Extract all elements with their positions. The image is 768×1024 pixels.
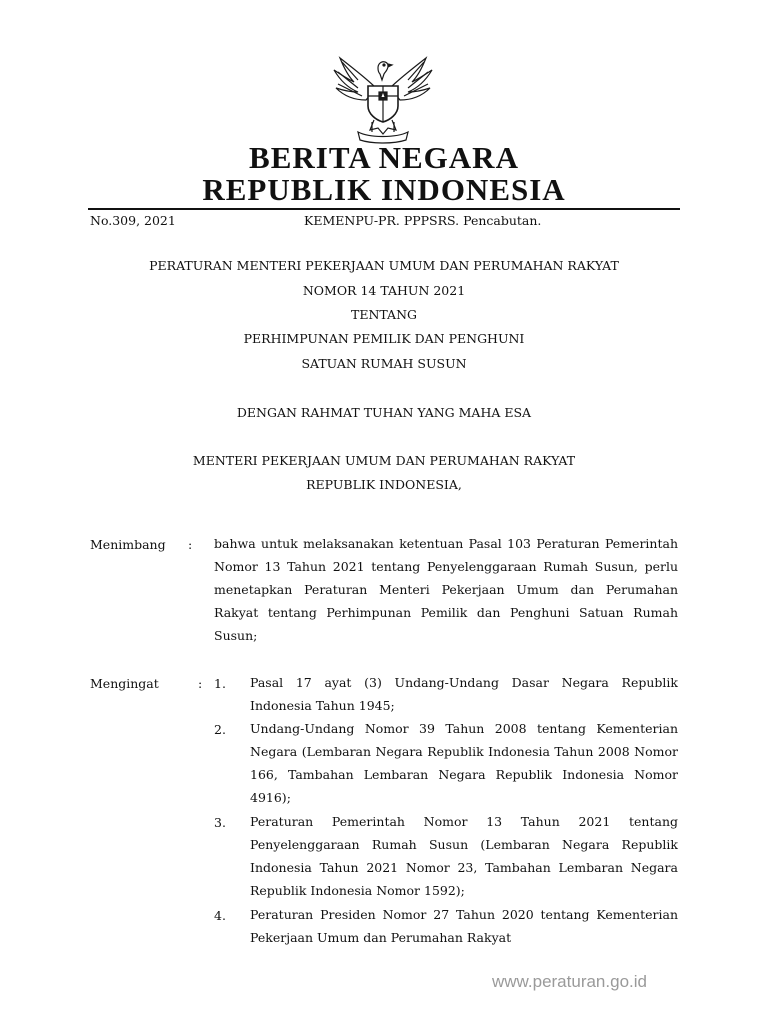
garuda-emblem-icon bbox=[328, 50, 438, 144]
list-item: Peraturan Presiden Nomor 27 Tahun 2020 tentang Kementerian Pekerjaan Umum dan Perumahan Rakyat bbox=[250, 907, 678, 945]
minister-line1: MENTERI PEKERJAAN UMUM DAN PERUMAHAN RAKYAT bbox=[192, 453, 576, 468]
invocation: DENGAN RAHMAT TUHAN YANG MAHA ESA bbox=[236, 405, 532, 420]
list-item: Peraturan Pemerintah Nomor 13 Tahun 2021 tentang Penyelenggaraan Rumah Susun (Lembaran Negara Republik Indonesia Tahun 2021 Nomor 23, Tambahan Lembaran Negara Republik Indonesia Nomor 1592); bbox=[250, 814, 678, 898]
header-divider bbox=[88, 208, 680, 210]
menimbang-text: bahwa untuk melaksanakan ketentuan Pasal 103 Peraturan Pemerintah Nomor 13 Tahun 2021 tentang Penyelenggaraan Rumah Susun, perlu menetapkan Peraturan Menteri Pekerjaan Umum dan Perumahan Rakyat tentang Perhimpunan Pemilik dan Penghuni Satuan Rumah Susun; bbox=[214, 536, 678, 643]
mengingat-colon: : bbox=[198, 676, 203, 691]
menimbang-colon: : bbox=[188, 537, 193, 552]
list-item: Pasal 17 ayat (3) Undang-Undang Dasar Negara Republik Indonesia Tahun 1945; bbox=[250, 675, 678, 713]
list-item: Undang-Undang Nomor 39 Tahun 2008 tentang Kementerian Negara (Lembaran Negara Republik Indonesia Tahun 2008 Nomor 166, Tambahan Lembaran Negara Republik Indonesia Nomor 4916); bbox=[250, 721, 678, 805]
gazette-number: No.309, 2021 bbox=[90, 213, 176, 228]
gazette-title-line1: BERITA NEGARA bbox=[249, 140, 519, 175]
regulation-subject-line2: SATUAN RUMAH SUSUN bbox=[301, 356, 467, 371]
menimbang-label: Menimbang bbox=[90, 537, 166, 552]
minister-line2: REPUBLIK INDONESIA, bbox=[306, 477, 462, 492]
mengingat-label: Mengingat bbox=[90, 676, 159, 691]
footer-website-link[interactable]: www.peraturan.go.id bbox=[492, 972, 647, 991]
list-item-number: 3. bbox=[214, 815, 226, 830]
regulation-tentang: TENTANG bbox=[350, 307, 417, 322]
regulation-title-line1: PERATURAN MENTERI PEKERJAAN UMUM DAN PERUMAHAN RAKYAT bbox=[149, 258, 619, 273]
list-item-number: 1. bbox=[214, 676, 226, 691]
gazette-subject: KEMENPU-PR. PPPSRS. Pencabutan. bbox=[304, 213, 542, 228]
regulation-subject-line1: PERHIMPUNAN PEMILIK DAN PENGHUNI bbox=[243, 331, 525, 346]
list-item-number: 2. bbox=[214, 722, 226, 737]
regulation-number: NOMOR 14 TAHUN 2021 bbox=[302, 283, 466, 298]
list-item-number: 4. bbox=[214, 908, 226, 923]
gazette-title-line2: REPUBLIK INDONESIA bbox=[202, 172, 566, 207]
